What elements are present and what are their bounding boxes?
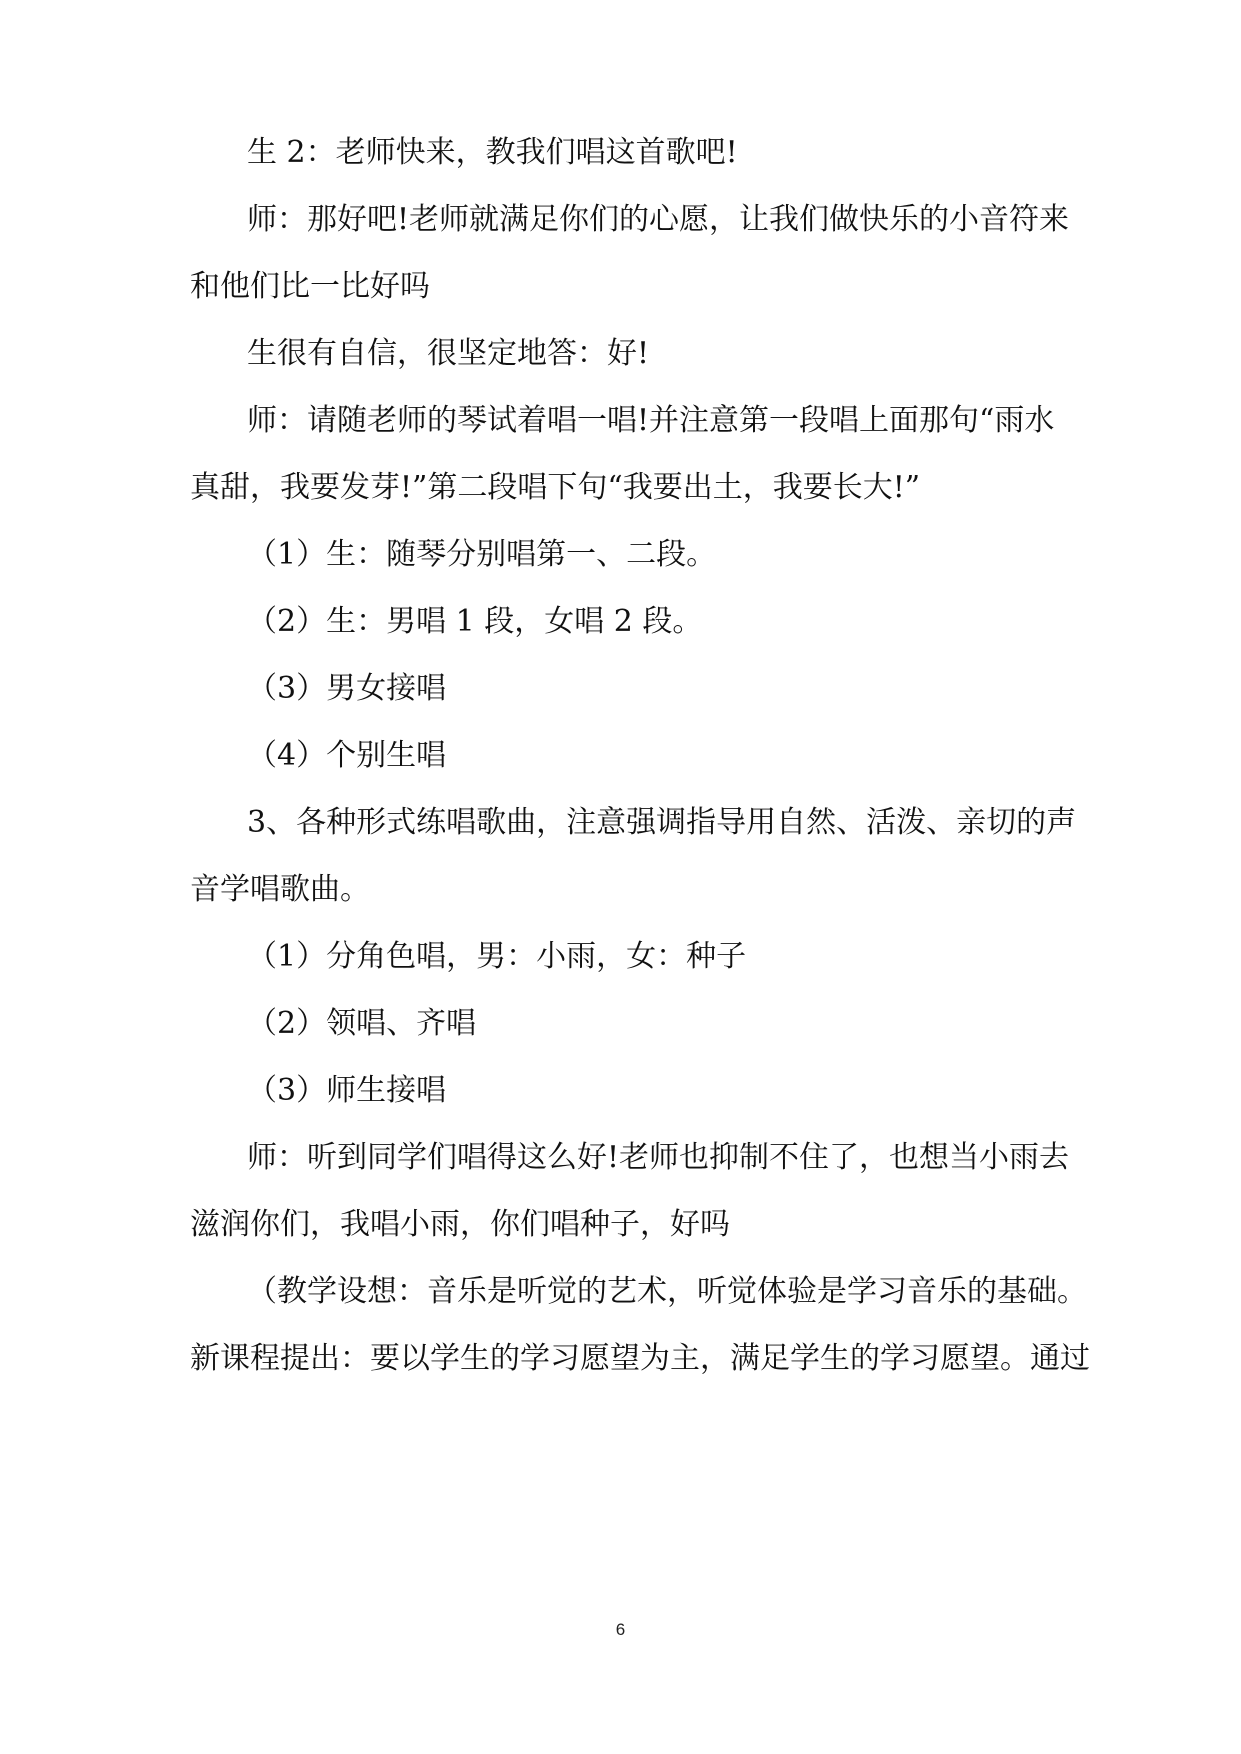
text-line: 新课程提出：要以学生的学习愿望为主，满足学生的学习愿望。通过 xyxy=(190,1341,1090,1376)
text-line: （2）生：男唱 1 段，女唱 2 段。 xyxy=(247,604,703,639)
text-line: 师：听到同学们唱得这么好!老师也抑制不住了，也想当小雨去 xyxy=(247,1140,1070,1175)
text-line: （教学设想：音乐是听觉的艺术，听觉体验是学习音乐的基础。 xyxy=(247,1274,1087,1309)
text-line: （3）师生接唱 xyxy=(247,1073,447,1108)
text-line: （3）男女接唱 xyxy=(247,671,447,706)
text-line: 师：请随老师的琴试着唱一唱!并注意第一段唱上面那句“雨水 xyxy=(247,403,1055,438)
text-line: （1）分角色唱，男：小雨，女：种子 xyxy=(247,939,747,974)
text-line: 师：那好吧!老师就满足你们的心愿，让我们做快乐的小音符来 xyxy=(247,202,1070,237)
text-line: 和他们比一比好吗 xyxy=(190,269,430,304)
text-line: 生很有自信，很坚定地答：好! xyxy=(247,336,650,371)
text-line: （1）生：随琴分别唱第一、二段。 xyxy=(247,537,717,572)
text-line: （4）个别生唱 xyxy=(247,738,447,773)
text-line: 3、各种形式练唱歌曲，注意强调指导用自然、活泼、亲切的声 xyxy=(247,805,1077,840)
text-line: 滋润你们，我唱小雨，你们唱种子，好吗 xyxy=(190,1207,730,1242)
text-line: 真甜，我要发芽!”第二段唱下句“我要出土，我要长大!” xyxy=(190,470,921,505)
page-number: 6 xyxy=(615,1620,626,1639)
text-line: 音学唱歌曲。 xyxy=(190,872,370,907)
text-line: 生 2：老师快来，教我们唱这首歌吧! xyxy=(247,135,738,170)
text-line: （2）领唱、齐唱 xyxy=(247,1006,477,1041)
